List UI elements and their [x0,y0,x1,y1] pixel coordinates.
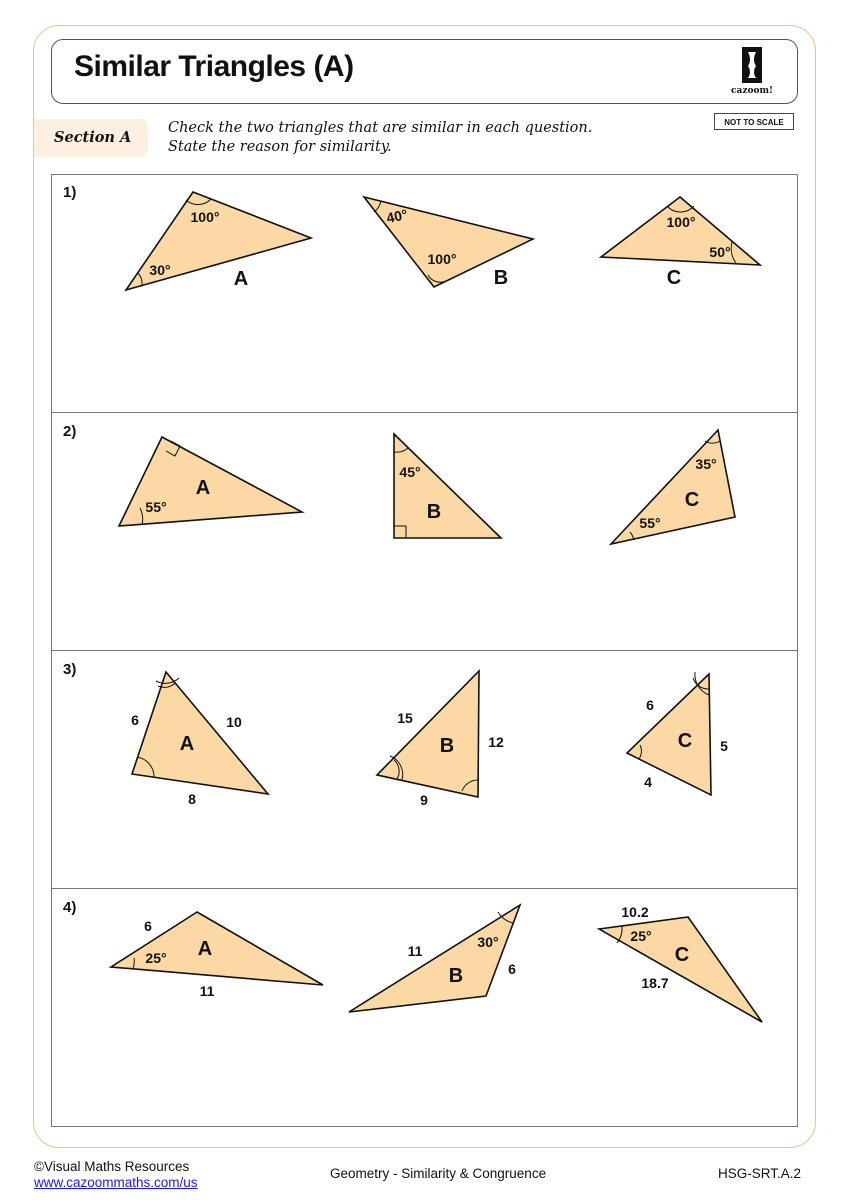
q3-c-label-3: 4 [644,774,652,790]
q4-c-label-1: 10.2 [621,904,649,920]
q4-b-label-1: 11 [407,943,423,959]
q4-triangle-c [599,917,762,1022]
page-title: Similar Triangles (A) [74,50,354,83]
q2-triangle-c [611,430,735,544]
q1-b-label-1: 40° [384,205,410,227]
q4-b-name: B [448,965,464,987]
q2-a-label-1: 55° [145,499,167,515]
q4-a-label-2: 25° [145,950,167,966]
question-number-2: 2) [63,423,77,440]
q4-b-label-2: 30° [477,934,499,950]
q4-triangle-a [111,912,323,985]
q3-b-label-3: 9 [420,792,428,808]
question-number-3: 3) [63,661,77,678]
q1-a-name: A [233,268,249,290]
q1-c-name: C [666,267,682,289]
q2-c-label-2: 55° [639,515,661,531]
q1-b-name: B [493,267,509,289]
logo-text: cazoom! [731,86,773,96]
q4-c-label-3: 18.7 [641,975,669,991]
footer-code: HSG-SRT.A.2 [718,1166,802,1181]
instruction-line-1: Check the two triangles that are similar in each question. [168,120,593,136]
q1-triangle-c [601,197,760,265]
q3-c-name: C [677,730,693,752]
q3-b-label-2: 12 [488,734,504,750]
q1-a-label-2: 30° [149,262,171,278]
q3-triangle-c [627,674,711,795]
q3-a-name: A [179,733,195,755]
question-number-4: 4) [63,899,77,916]
q1-b-label-2: 100° [427,251,457,267]
q4-c-label-2: 25° [630,928,652,944]
q2-b-name: B [426,501,442,523]
q3-a-label-3: 8 [188,791,196,807]
q4-c-name: C [674,944,690,966]
q3-triangle-b [377,671,479,797]
q1-c-label-2: 50° [709,244,731,260]
q4-a-label-3: 11 [199,983,215,999]
q3-b-name: B [439,735,455,757]
instruction-line-2: State the reason for similarity. [168,139,392,155]
q2-c-label-1: 35° [695,456,717,472]
q3-a-label-1: 6 [131,712,139,728]
footer-topic: Geometry - Similarity & Congruence [330,1166,547,1181]
not-to-scale-badge: NOT TO SCALE [714,113,794,130]
q3-b-label-1: 15 [397,710,413,726]
q2-triangle-b [394,434,501,538]
q2-b-label-1: 45° [399,464,421,480]
q2-a-name: A [195,477,211,499]
footer-copyright: ©Visual Maths Resources [34,1159,190,1174]
q4-a-label-1: 6 [144,918,152,934]
section-label: Section A [54,129,132,146]
q4-a-name: A [197,938,213,960]
footer-url-link[interactable]: www.cazoommaths.com/us [34,1175,198,1190]
q1-c-label-1: 100° [666,214,696,230]
q3-a-label-2: 10 [226,714,242,730]
q3-c-label-1: 6 [646,697,654,713]
q4-triangle-b [349,905,520,1012]
q2-c-name: C [684,489,700,511]
question-number-1: 1) [63,184,77,201]
q1-a-label-1: 100° [190,209,220,225]
q4-b-label-3: 6 [508,961,516,977]
q3-c-label-2: 5 [720,738,728,754]
q3-triangle-a [132,672,268,794]
